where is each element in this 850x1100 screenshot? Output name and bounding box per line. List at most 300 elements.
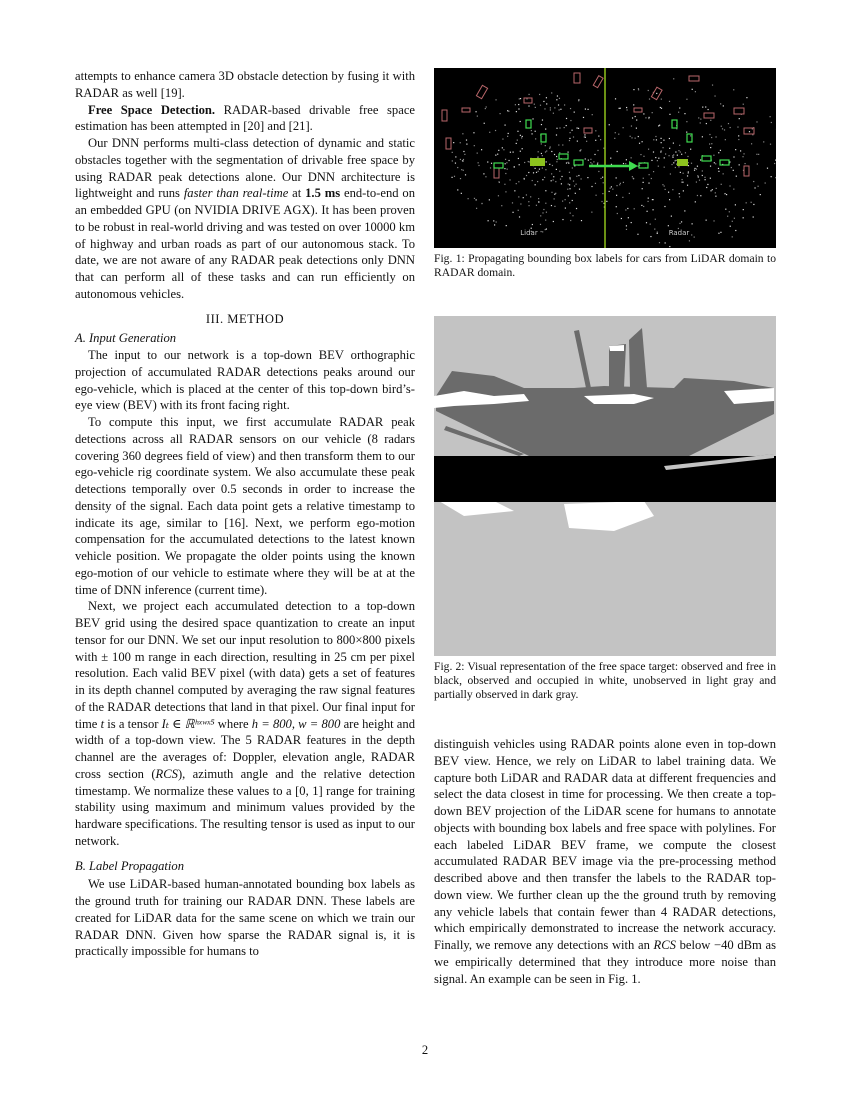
point (559, 171, 560, 172)
point (465, 174, 466, 175)
point (665, 242, 666, 243)
point (595, 140, 596, 141)
point (550, 107, 551, 108)
point (615, 98, 616, 99)
point (649, 174, 650, 175)
point (569, 138, 570, 139)
point (489, 132, 490, 133)
point (698, 117, 699, 118)
point (532, 118, 533, 119)
point (573, 180, 574, 181)
point (754, 187, 755, 188)
text: are height and width of a top-down view. The 5 RADAR features in the depth channel are the averages of: Doppler, elevation angle, RADAR cross section ( (75, 716, 415, 781)
point (572, 215, 573, 216)
text: RADAR-based drivable free space estimation has been attempted in [20] and [21]. (75, 102, 415, 134)
point (651, 178, 652, 179)
point (708, 109, 709, 110)
point (664, 157, 665, 158)
point (723, 105, 724, 106)
point (638, 89, 639, 90)
point (495, 155, 496, 156)
point (566, 125, 567, 126)
point (699, 180, 700, 181)
point (653, 151, 654, 152)
point (451, 177, 452, 178)
ego-vehicle-radar (677, 159, 688, 166)
math: Iₜ ∈ ℝʰˣʷˣ⁵ (161, 716, 215, 731)
point (512, 212, 513, 213)
point (523, 197, 524, 198)
point (455, 156, 456, 157)
point (662, 184, 663, 185)
point (771, 176, 772, 177)
point (489, 199, 490, 200)
paragraph-heading: Free Space Detection. (88, 102, 216, 117)
point (622, 197, 623, 198)
point (721, 184, 722, 185)
point (518, 210, 519, 211)
point (668, 225, 669, 226)
point (660, 138, 661, 139)
point (519, 216, 520, 217)
point (637, 234, 638, 235)
point (495, 99, 496, 100)
point (514, 166, 515, 167)
point (707, 184, 708, 185)
point (627, 208, 628, 209)
point (586, 141, 587, 142)
point (676, 160, 677, 161)
point (520, 135, 521, 136)
point (574, 185, 575, 186)
point (538, 151, 539, 152)
point (551, 151, 552, 152)
point (683, 190, 684, 191)
point (753, 204, 754, 205)
point (718, 152, 719, 153)
point (652, 199, 653, 200)
point (542, 231, 543, 232)
point (661, 142, 662, 143)
point (653, 171, 654, 172)
point (559, 152, 560, 153)
point (473, 132, 474, 133)
point (697, 175, 698, 176)
point (515, 104, 516, 105)
point (546, 103, 547, 104)
point (554, 198, 555, 199)
point (551, 173, 552, 174)
point (697, 166, 698, 167)
point (595, 130, 596, 131)
point (677, 155, 678, 156)
point (528, 172, 529, 173)
point (661, 150, 662, 151)
point (731, 167, 732, 168)
point (546, 228, 547, 229)
point (517, 131, 518, 132)
point (640, 154, 641, 155)
point (728, 123, 729, 124)
point (679, 193, 680, 194)
point (498, 195, 499, 196)
point (494, 224, 495, 225)
point (593, 161, 594, 162)
point (518, 108, 519, 109)
point (568, 195, 569, 196)
point (585, 137, 586, 138)
point (638, 136, 639, 137)
point (684, 210, 685, 211)
point (545, 190, 546, 191)
point (518, 158, 519, 159)
page-number: 2 (421, 1043, 429, 1057)
point (659, 125, 660, 126)
point (522, 148, 523, 149)
point (585, 108, 586, 109)
point (609, 191, 610, 192)
point (545, 169, 546, 170)
point (538, 157, 539, 158)
point (569, 140, 570, 141)
point (739, 118, 740, 119)
point (553, 179, 554, 180)
point (774, 163, 775, 164)
point (661, 99, 662, 100)
point (545, 145, 546, 146)
section-heading: III. METHOD (205, 311, 285, 326)
point (497, 154, 498, 155)
point (758, 154, 759, 155)
point (565, 207, 566, 208)
point (713, 220, 714, 221)
point (539, 169, 540, 170)
point (643, 206, 644, 207)
point (720, 232, 721, 233)
point (639, 143, 640, 144)
point (466, 144, 467, 145)
point (553, 176, 554, 177)
point (553, 221, 554, 222)
point (452, 160, 453, 161)
point (753, 181, 754, 182)
point (550, 109, 551, 110)
point (679, 107, 680, 108)
point (688, 165, 689, 166)
point (476, 199, 477, 200)
point (763, 141, 764, 142)
point (664, 185, 665, 186)
text: 1.5 ms (305, 186, 341, 201)
point (485, 176, 486, 177)
point (594, 154, 595, 155)
point (522, 136, 523, 137)
point (690, 135, 691, 136)
point (573, 136, 574, 137)
point (652, 112, 653, 113)
point (519, 98, 520, 99)
point (561, 176, 562, 177)
point (558, 144, 559, 145)
point (609, 124, 610, 125)
point (669, 101, 670, 102)
point (661, 108, 662, 109)
point (711, 137, 712, 138)
point (658, 166, 659, 167)
point (724, 193, 725, 194)
point (695, 201, 696, 202)
point (533, 172, 534, 173)
point (694, 168, 695, 169)
point (715, 192, 716, 193)
point (626, 225, 627, 226)
point (496, 221, 497, 222)
point (628, 217, 629, 218)
point (546, 150, 547, 151)
point (518, 104, 519, 105)
point (508, 160, 509, 161)
point (643, 113, 644, 114)
point (486, 106, 487, 107)
point (556, 134, 557, 135)
point (535, 138, 536, 139)
point (673, 143, 674, 144)
point (584, 134, 585, 135)
point (576, 184, 577, 185)
point (572, 200, 573, 201)
point (687, 156, 688, 157)
point (562, 201, 563, 202)
math: h = 800, w = 800 (251, 716, 341, 731)
point (690, 149, 691, 150)
point (646, 222, 647, 223)
point (645, 117, 646, 118)
point (712, 84, 713, 85)
point (600, 178, 601, 179)
point (570, 120, 571, 121)
point (516, 143, 517, 144)
point (517, 140, 518, 141)
point (650, 236, 651, 237)
point (519, 164, 520, 165)
point (505, 173, 506, 174)
point (735, 204, 736, 205)
point (727, 216, 728, 217)
point (514, 190, 515, 191)
ego-vehicle-lidar (530, 158, 545, 166)
point (669, 114, 670, 115)
point (591, 212, 592, 213)
point (528, 94, 529, 95)
point (617, 213, 618, 214)
point (574, 112, 575, 113)
point (461, 169, 462, 170)
point (625, 209, 626, 210)
point (559, 109, 560, 110)
point (626, 107, 627, 108)
point (462, 160, 463, 161)
point (665, 189, 666, 190)
point (531, 133, 532, 134)
point (675, 167, 676, 168)
point (504, 184, 505, 185)
point (526, 175, 527, 176)
text: Our DNN performs multi-class detection of dynamic and static obstacles together with the segmentation of drivable free space by using RADAR peak detections alone. Our DNN architecture is lightweight and runs (75, 136, 415, 201)
point (457, 167, 458, 168)
point (669, 199, 670, 200)
point (612, 189, 613, 190)
point (530, 196, 531, 197)
point (771, 122, 772, 123)
point (714, 95, 715, 96)
point (576, 208, 577, 209)
point (587, 177, 588, 178)
point (601, 201, 602, 202)
point (606, 201, 607, 202)
point (679, 223, 680, 224)
point (636, 119, 637, 120)
point (577, 141, 578, 142)
point (555, 181, 556, 182)
point (647, 201, 648, 202)
point (453, 142, 454, 143)
point (733, 170, 734, 171)
point (709, 134, 710, 135)
text: RCS (155, 766, 178, 781)
point (629, 193, 630, 194)
point (769, 116, 770, 117)
point (560, 179, 561, 180)
point (694, 170, 695, 171)
point (753, 216, 754, 217)
point (559, 98, 560, 99)
point (551, 205, 552, 206)
point (562, 219, 563, 220)
point (610, 188, 611, 189)
point (551, 92, 552, 93)
point (660, 151, 661, 152)
point (631, 137, 632, 138)
left-column (75, 68, 415, 960)
point (542, 179, 543, 180)
point (633, 89, 634, 90)
point (696, 169, 697, 170)
point (524, 162, 525, 163)
point (590, 162, 591, 163)
text: faster than real-time (183, 186, 289, 201)
point (700, 195, 701, 196)
point (575, 193, 576, 194)
point (554, 154, 555, 155)
point (662, 147, 663, 148)
point (650, 224, 651, 225)
point (635, 138, 636, 139)
point (505, 191, 506, 192)
point (504, 124, 505, 125)
point (700, 159, 701, 160)
point (490, 167, 491, 168)
point (670, 173, 671, 174)
point (592, 114, 593, 115)
point (540, 215, 541, 216)
point (538, 202, 539, 203)
point (655, 219, 656, 220)
point (655, 136, 656, 137)
point (746, 97, 747, 98)
point (539, 94, 540, 95)
point (518, 181, 519, 182)
point (681, 154, 682, 155)
point (569, 202, 570, 203)
point (631, 222, 632, 223)
point (505, 159, 506, 160)
point (732, 221, 733, 222)
point (466, 139, 467, 140)
point (543, 101, 544, 102)
point (655, 157, 656, 158)
point (742, 156, 743, 157)
point (580, 178, 581, 179)
point (569, 188, 570, 189)
point (620, 183, 621, 184)
point (556, 156, 557, 157)
point (756, 121, 757, 122)
point (648, 198, 649, 199)
point (775, 160, 776, 161)
point (687, 185, 688, 186)
point (743, 209, 744, 210)
point (478, 165, 479, 166)
point (502, 147, 503, 148)
point (553, 113, 554, 114)
point (657, 233, 658, 234)
point (516, 183, 517, 184)
point (619, 184, 620, 185)
text: where (214, 716, 252, 731)
point (554, 107, 555, 108)
point (734, 218, 735, 219)
point (641, 205, 642, 206)
figure-2-caption: Fig. 2: Visual representation of the free space target: observed and free in black, observed and occupied in white, unobserved in light gray and partially observed in dark gray. (434, 660, 776, 701)
point (524, 179, 525, 180)
point (746, 202, 747, 203)
point (702, 107, 703, 108)
point (710, 190, 711, 191)
point (767, 168, 768, 169)
point (665, 153, 666, 154)
math: t (100, 716, 105, 731)
text: below −40 dBm as we empirically determined that they introduce more noise than signal. An example can be seen in Fig. 1. (434, 938, 776, 986)
point (758, 186, 759, 187)
point (562, 144, 563, 145)
point (542, 167, 543, 168)
point (618, 134, 619, 135)
point (760, 194, 761, 195)
point (558, 104, 559, 105)
point (651, 160, 652, 161)
point (648, 90, 649, 91)
point (685, 152, 686, 153)
point (597, 164, 598, 165)
point (560, 109, 561, 110)
point (671, 216, 672, 217)
point (765, 182, 766, 183)
point (672, 189, 673, 190)
point (702, 136, 703, 137)
point (454, 176, 455, 177)
point (683, 182, 684, 183)
point (706, 220, 707, 221)
